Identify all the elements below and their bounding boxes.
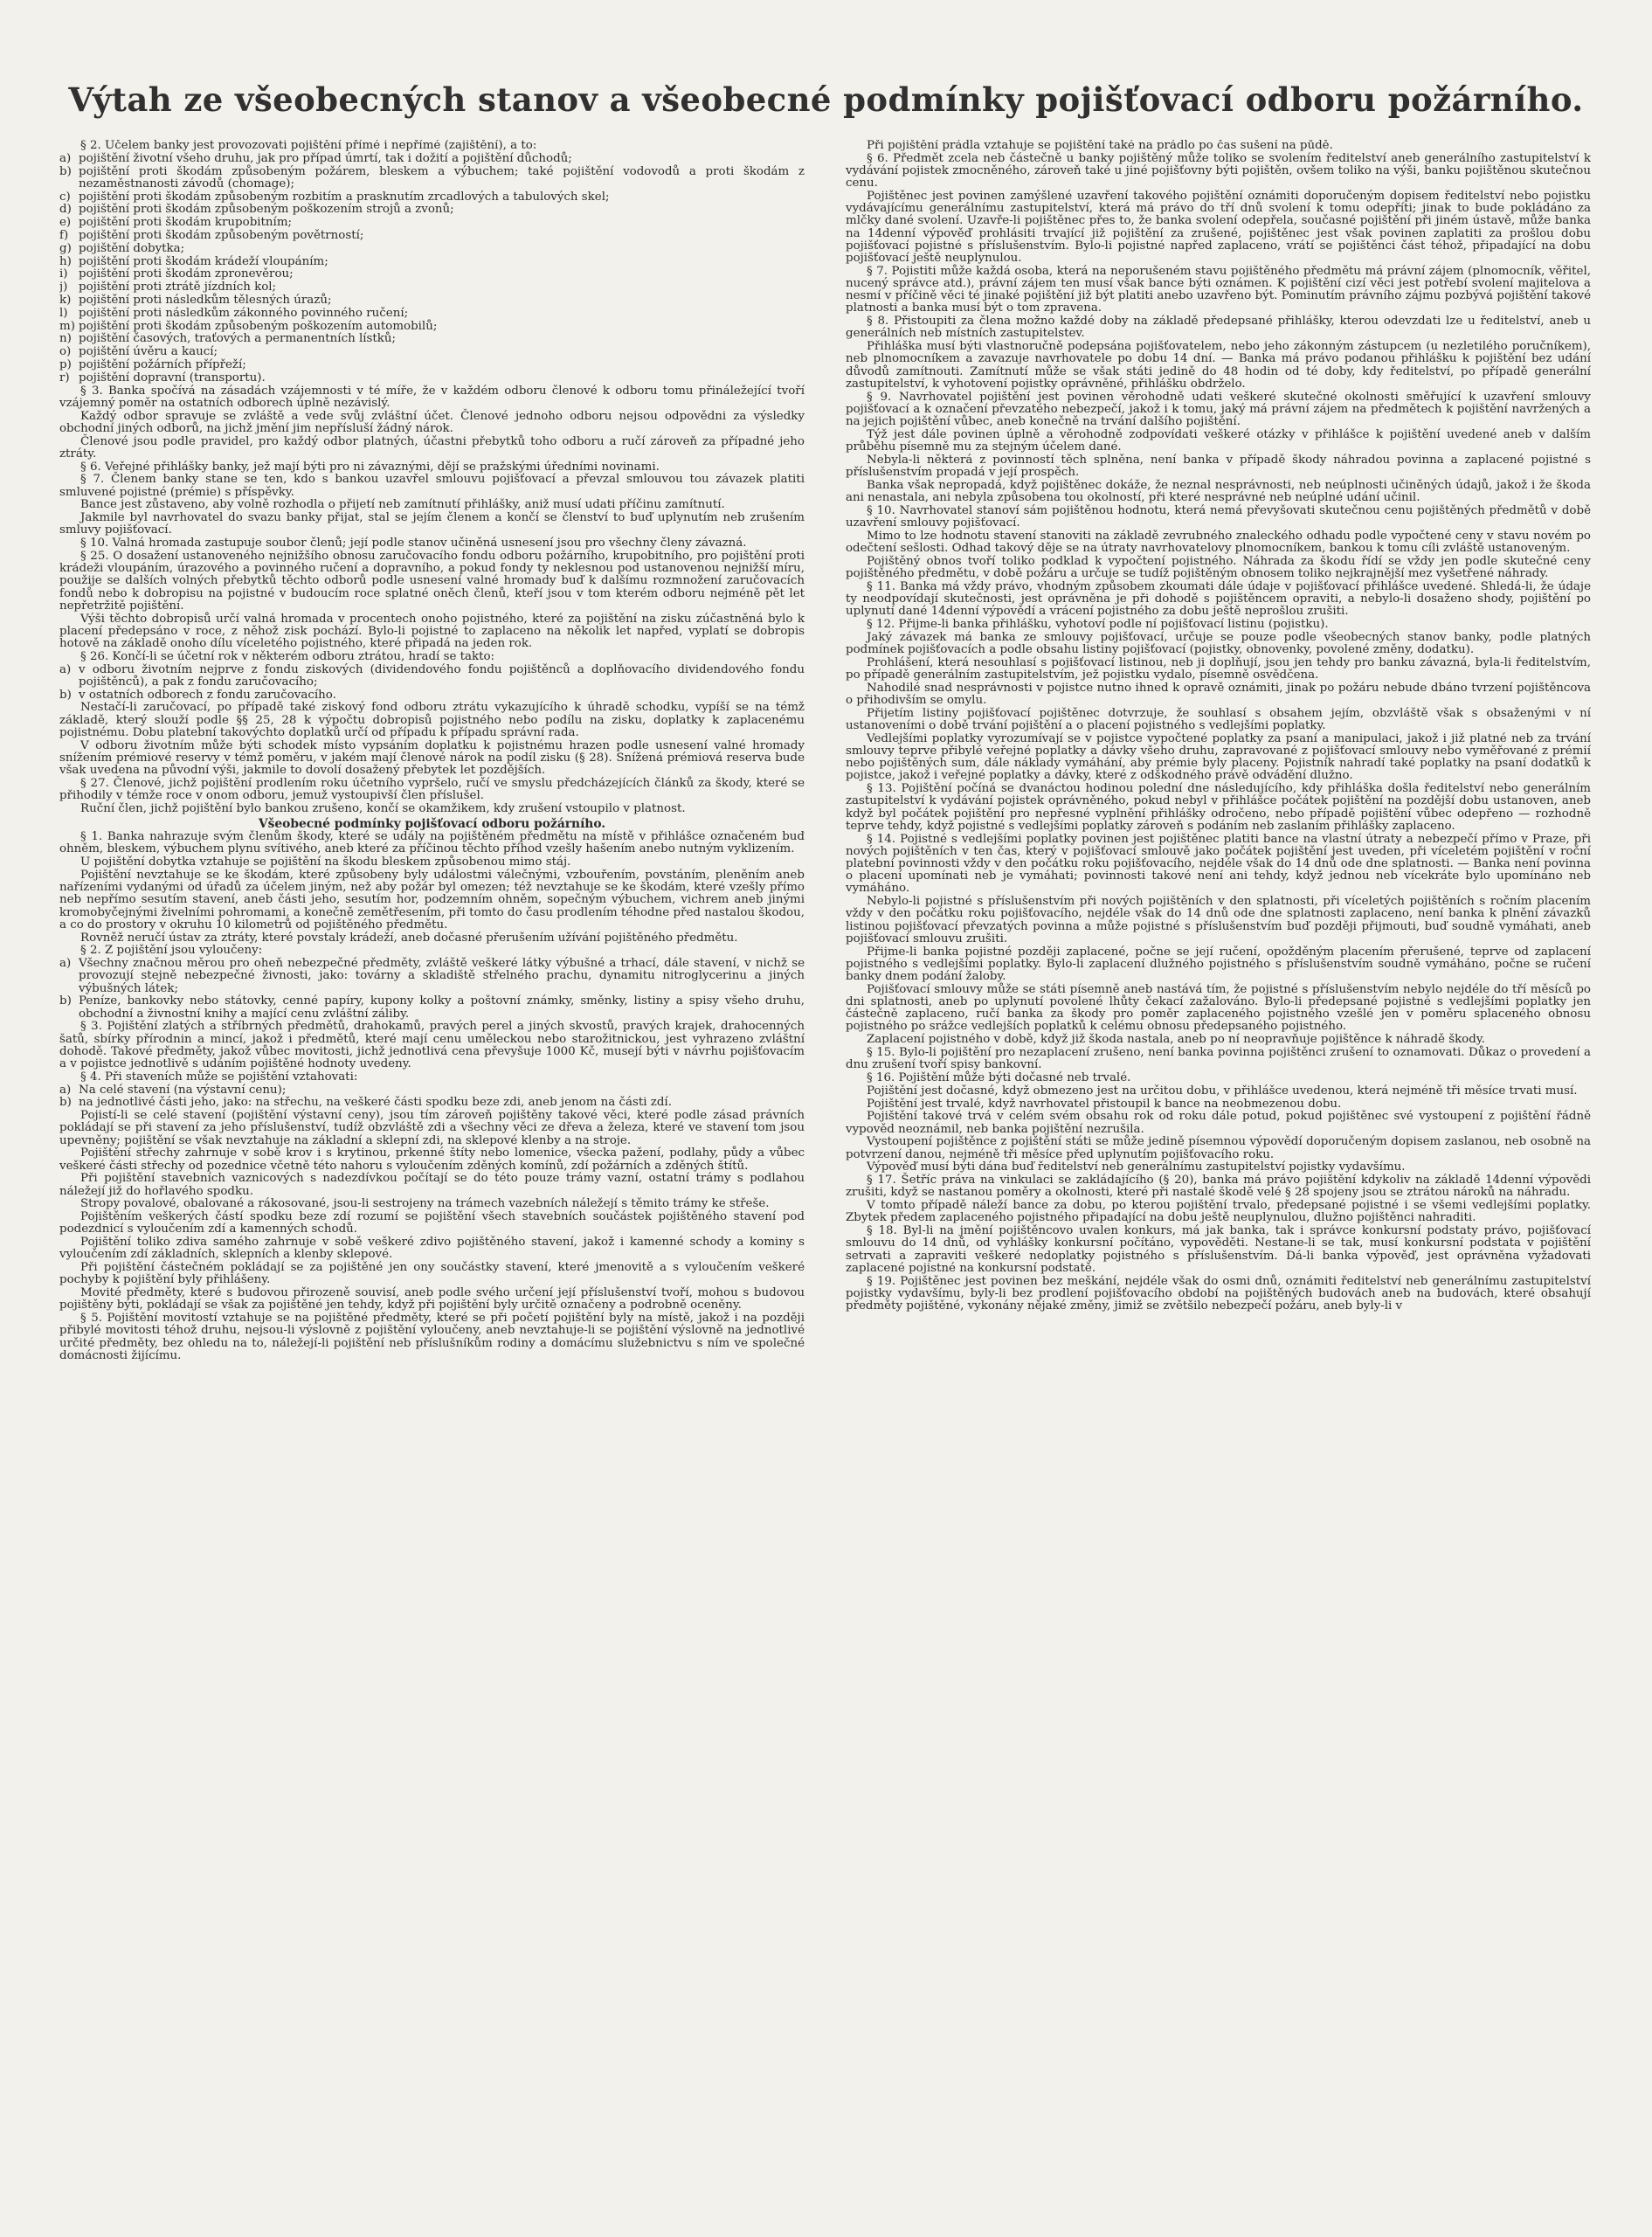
section-heading: Všeobecné podmínky pojišťovací odboru požárního. (258, 816, 606, 831)
right-column (846, 140, 1591, 2215)
list-item (59, 294, 805, 307)
list-item-marker: k) (59, 293, 72, 307)
list-item (59, 268, 805, 280)
paragraph: Při pojištění částečném pokládají se za pojištěné jen ony součástky stavení, které jmenovitě a s vyloučením veškeré pochyby k pojištění byly přihlášeny. (59, 1261, 805, 1287)
paragraph: § 1. Banka nahrazuje svým členům škody, které se udály na pojištěném předmětu na místě v přihlášce označeném buď ohněm, bleskem, výbuchem plynu svítivého, aneb které za příčinou těchto příhod vzešly hašením anebo nutným vyklizením. (59, 830, 805, 856)
paragraph: Vystoupení pojištěnce z pojištění státi se může jedině písemnou výpovědí doporučeným dopisem zaslanou, neb osobně na potvrzení danou, nejméně tři měsíce před uplynutím pojišťovacího roku. (846, 1135, 1591, 1161)
list-item (59, 321, 805, 333)
list-item-marker: n) (59, 332, 72, 346)
paragraph: Bance jest zůstaveno, aby volně rozhodla o přijetí neb zamítnutí přihlášky, aniž musí udati příčinu zamítnutí. (80, 498, 725, 512)
paragraph: Každý odbor spravuje se zvláště a vede svůj zvláštní účet. Členové jednoho odboru nejsou odpovědni za výsledky obchodní jiných odborů, na jichž jmění jim nepřísluší žádný nárok. (59, 409, 805, 435)
list-item-text: pojištění proti škodám způsobeným rozbitím a prasknutím zrcadlových a tabulových skel; (79, 190, 610, 204)
list-item (59, 243, 805, 255)
list-item-text: Peníze, bankovky nebo státovky, cenné papíry, kupony kolky a poštovní známky, směnky, listiny a spisy všeho druhu, obchodní a živnostní knihy a mající cenu zvláštní záliby. (79, 994, 805, 1021)
paragraph: U pojištění dobytka vztahuje se pojištění na škodu bleskem způsobenou mimo stáj. (80, 855, 571, 869)
paragraph: Pojištěnec jest povinen zamýšlené uzavření takového pojištění oznámiti doporučeným dopisem ředitelství nebo pojistku vydávajícímu generálnímu zastupitelství, která má právo do tří dnů svolení k tomu odepříti; jinak to bude pokládáno za mlčky dané svolení. Uzavře-li pojištěnec přes to, že banka svolení odepřela, současné pojištění při jiném ústavě, může banka na 14denní výpověď prohlásiti trvající již pojištění za zrušené, pojištěnec jest však povinen zaplatiti za prošlou dobu pojišťovací pojistné s příslušenstvím. Bylo-li pojistné napřed zaplaceno, vrátí se pojištěnci část téhož, připadající na dobu pojišťovací ještě neuplynulou. (846, 190, 1591, 266)
list-item (59, 256, 805, 268)
paragraph: § 10. Navrhovatel stanoví sám pojištěnou hodnotu, která nemá převyšovati skutečnou cenu pojištěných předmětů v době uzavření smlouvy pojišťovací. (846, 503, 1591, 530)
list-item (59, 346, 805, 358)
list-item-text: pojištění proti škodám krupobitním; (79, 216, 293, 230)
paragraph: Pojištění jest dočasné, když obmezeno jest na určitou dobu, v přihlášce uvedenou, která nejméně tři měsíce trvati musí. (867, 1084, 1578, 1098)
paragraph: Stropy povalové, obalované a rákosované, jsou-li sestrojeny na trámech vazebních náležejí s těmito trámy ke střeše. (80, 1197, 770, 1211)
list-item-text: pojištění úvěru a kaucí; (79, 345, 218, 359)
paragraph: Pojišťovací smlouvy může se státi písemně aneb nastává tím, že pojistné s příslušenstvím nebylo nejdéle do tří měsíců po dni splatnosti, aneb po uplynutí povolené lhůty čekací zažalováno. Bylo-li předepsané pojistné s vedlejšími poplatky jen částečně zaplaceno, ručí banka za škody pro poměr zaplaceného pojistného vzešlé jen v poměru splaceného obnosu pojistného po srážce vedlejších poplatků k celému obnosu předepsaného pojistného. (846, 982, 1591, 1034)
paragraph: Pojištění jest trvalé, když navrhovatel přistoupil k bance na neobmezenou dobu. (867, 1097, 1342, 1111)
paragraph: Ruční člen, jichž pojištění bylo bankou zrušeno, končí se okamžikem, kdy zrušení vstoupilo v platnost. (80, 801, 686, 815)
list-item (59, 204, 805, 216)
list-item-marker: d) (59, 203, 72, 217)
list-item-text: pojištění dopravní (transportu). (79, 371, 266, 384)
paragraph: Jakmile byl navrhovatel do svazu banky přijat, stal se jejím členem a končí se členství to buď uplynutím neb zrušením smluvy pojišťovací. (59, 511, 805, 537)
paragraph: § 10. Valná hromada zastupuje soubor členů; její podle stanov učiněná usnesení jsou pro všechny členy závazná. (80, 537, 747, 551)
document-title: Výtah ze všeobecných stanov a všeobecné podmínky pojišťovací odboru požárního. (68, 80, 1584, 119)
paragraph: § 26. Končí-li se účetní rok v některém odboru ztrátou, hradí se takto: (80, 649, 495, 663)
paragraph: § 5. Pojištění movitostí vztahuje se na pojištěné předměty, které se při početí pojištění byly na místě, jakož i na později přibylé movitosti téhož druhu, nejsou-li výslovně z pojištění vyloučeny, aneb nevztahuje-li se pojištění výslovně na jednotlivé určité předměty, bez ohledu na to, náležejí-li pojištění neb příslušníkům rodiny a domácímu služebnictvu s ním ve společné domácnosti žijícímu. (59, 1312, 805, 1362)
paragraph: Přijetím listiny pojišťovací pojištěnec dotvrzuje, že souhlasí s obsahem jejím, obzvláště však s obsaženými v ní ustanoveními o době trvání pojištění a o placení pojistného s vedlejšími poplatky. (846, 706, 1591, 733)
list-item-marker: b) (59, 164, 72, 178)
paragraph: § 14. Pojistné s vedlejšími poplatky povinen jest pojištěnec platiti bance na vlastní útraty a nebezpečí přímo v Praze, při nových pojištěních v ten čas, který v pojišťovací smlouvě jako počátek pojištění jest uveden, při víceletém pojištění v roční platební povinnosti vždy v den počátku roku pojišťovacího, nejdéle však do 14 dnů ode dne splatnosti. — Banka není povinna o placení upomínati neb je vymáhati; povinnosti takové není ani tehdy, když jednou neb vícekráte bylo upomínáno neb vymáháno. (846, 832, 1591, 896)
list-item-marker: a) (59, 1083, 72, 1097)
paragraph: Prohlášení, která nesouhlasí s pojišťovací listinou, neb ji doplňují, jsou jen tehdy pro banku závazná, byla-li ředitelstvím, po případě generálním zastupitelstvím, jež pojistku vydalo, písemně osvědčena. (846, 655, 1591, 682)
paragraph: Přihláška musí býti vlastnoručně podepsána pojišťovatelem, nebo jeho zákonným zástupcem (u nezletilého poručníkem), neb plnomocníkem a zavazuje navrhovatele po dobu 14 dní. — Banka má právo podanou přihlášku k pojištění bez udání důvodů zamítnouti. Zamítnutí může se však státi jedině do 48 hodin od té doby, kdy ředitelství, po případě generální zastupitelství, k vyhotovení pojistky oprávněné, přihlášku obdrželo. (846, 340, 1591, 391)
list-item-marker: b) (59, 994, 72, 1008)
list-item (59, 958, 805, 995)
list-item-text: v odboru životním nejprve z fondu ziskových (dividendového fondu pojištěnců a doplňovacího dividendového fondu pojištěnců), a pak z fondu zaručovacího; (79, 662, 805, 689)
paragraph: Pojištění nevztahuje se ke škodám, které způsobeny byly událostmi válečnými, vzbouřením, povstáním, pleněním aneb nařízeními vydanými od úřadů za účelem jiným, než aby požár byl omezen; též nevztahuje se ke škodám, které vzešly přímo neb nepřímo sesutím stavení, aneb části jeho, sesutím hor, podzemním ohněm, sopečným výbuchem, vichrem aneb jinými kromobyčejnými živelními pohromami, a konečně zemětřesením, při tomto do času prodlením téhodne před nastalou škodou, a co do prostory v okruhu 10 kilometrů od pojištěného předmětu. (59, 868, 805, 932)
list-item-text: Všechny značnou měrou pro oheň nebezpečné předměty, zvláště veškeré látky výbušné a trhací, dále stavení, v nichž se provozují stejně nebezpečné živnosti, jako: továrny a skladiště střelného prachu, dynamitu nitroglycerinu a jiných výbušných látek; (79, 957, 805, 995)
list-item (59, 230, 805, 242)
left-column (59, 140, 805, 2215)
paragraph: Nestačí-li zaručovací, po případě také ziskový fond odboru ztrátu vykazujícího k úhradě schodku, vypíší se na témž základě, který slouží podle §§ 25, 28 k výpočtu dobropisů pojistného nebo podílu na zisku, doplatky k zaplacenému pojistnému. Dobu platební takovýchto doplatků určí od případu k případu správní rada. (59, 701, 805, 739)
list-item-marker: c) (59, 190, 71, 204)
list-item-marker: a) (59, 662, 72, 676)
list-item (59, 689, 805, 702)
paragraph: Členové jsou podle pravidel, pro každý odbor platných, účastni přebytků toho odboru a ručí zároveň za případné jeho ztráty. (59, 434, 805, 461)
list-item-marker: m) (59, 319, 75, 333)
list-item-text: pojištění proti škodám zpronevěrou; (79, 267, 294, 281)
list-item (59, 281, 805, 294)
paragraph: § 13. Pojištění počíná se dvanáctou hodinou polední dne následujícího, kdy přihláška došla ředitelství nebo generálním zastupitelství k vydávání pojistek oprávněného, pokud nebyl v přihlášce počátek pojištění na pozdější dobu ustanoven, aneb když byl počátek pojištění pro nepřesné vyplnění přihlášky odročeno, nebo případě pojištění vůbec odepřeno — rozhodně teprve tehdy, když pojistné s vedlejšími poplatky zároveň s podáním neb zaslaním přihlášky zaplaceno. (846, 782, 1591, 833)
paragraph: Pojištění toliko zdiva samého zahrnuje v sobě veškeré zdivo pojištěného stavení, jakož i kamenné schody a kominy s vyloučením zdí základních, sklepních a klenby sklepové. (59, 1236, 805, 1262)
paragraph: § 8. Přistoupiti za člena možno každé doby na základě předepsané přihlášky, kterou odevzdati lze u ředitelství, aneb u generálních neb místních zastupitelstev. (846, 315, 1591, 341)
list-item (59, 217, 805, 229)
list-item (59, 359, 805, 371)
list-item-text: pojištění časových, traťových a permanentních lístků; (79, 332, 397, 346)
list-item-marker: j) (59, 280, 68, 294)
paragraph: § 9. Navrhovatel pojištění jest povinen věrohodně udati veškeré skutečné okolnosti směřující k uzavření smlouvy pojišťovací a k označení převzatého nebezpečí, jakož i k tomu, jaký má právní zájem na předmětech k pojištění navržených a na jejich pojištění vůbec, aneb konečně na trvání dalšího pojištění. (846, 390, 1591, 429)
list-item-marker: f) (59, 228, 69, 242)
paragraph: § 18. Byl-li na jmění pojištěncovo uvalen konkurs, má jak banka, tak i správce konkursní podstaty právo, pojišťovací smlouvu do 14 dnů, od vyhlášky konkursní počítáno, vypověděti. Nestane-li se tak, musí konkursní podstata v pojištění setrvati a zapraviti veškeré nedoplatky pojistného s příslušenstvím. Dá-li banka výpověď, jest oprávněna vyžadovati zaplacené pojistné na konkursní podstatě. (846, 1224, 1591, 1275)
list-item-marker: a) (59, 957, 72, 971)
list-item-marker: g) (59, 241, 72, 255)
list-item-text: pojištění proti škodám způsobeným poškozením strojů a zvonů; (79, 203, 454, 217)
list-item-marker: a) (59, 151, 72, 165)
paragraph: § 3. Banka spočívá na zásadách vzájemnosti v té míře, že v každém odboru členové k odboru tomu přináležející tvoří vzájemný poměr na ostatních odborech úplně nezávislý. (59, 384, 805, 410)
list-item (59, 995, 805, 1020)
list-item (59, 153, 805, 165)
paragraph: Pojištění takové trvá v celém svém obsahu rok od roku dále potud, pokud pojištěnec své vystoupení z pojištění řádně vypověd neoznámil, neb banka pojištění nezrušila. (846, 1110, 1591, 1136)
paragraph: § 6. Veřejné přihlášky banky, jež mají býti pro ni závaznými, dějí se pražskými úředními novinami. (80, 460, 660, 474)
paragraph: Při pojištění prádla vztahuje se pojištění také na prádlo po čas sušení na půdě. (867, 140, 1333, 152)
list-item-text: pojištění proti škodám krádeží vloupáním; (79, 254, 328, 268)
paragraph: Pojištění střechy zahrnuje v sobě krov i s krytinou, prkenné štíty nebo lomenice, všecka pažení, podlahy, půdy a vůbec veškeré části střechy od pozednice včetně této nahoru s vyloučením zděných komínů, zdí požárních a zděných štítů. (59, 1146, 805, 1173)
list-item-text: pojištění proti následkům zákonného povinného ručení; (79, 306, 409, 320)
paragraph: § 27. Členové, jichž pojištění prodlením roku účetního vypršelo, ručí ve smyslu předcházejících článků za škody, které se přihodily v témže roce v onom odboru, jemuž vystoupivší člen příslušel. (59, 776, 805, 802)
paragraph: Banka však nepropadá, když pojištěnec dokáže, že neznal nesprávnosti, neb neúplnosti učiněných údajů, jakož i že škoda ani nenastala, ani nebyla způsobena tou okolností, při které nesprávné neb neúplné udání učinil. (846, 478, 1591, 505)
list-item-text: pojištění dobytka; (79, 241, 185, 255)
paragraph: § 16. Pojištění může býti dočasné neb trvalé. (867, 1071, 1131, 1085)
list-item-text: Na celé stavení (na výstavní cenu); (79, 1083, 287, 1097)
list-item-marker: e) (59, 216, 72, 230)
paragraph: § 3. Pojištění zlatých a stříbrných předmětů, drahokamů, pravých perel a jiných skvostů, pravých krajek, drahocenných šatů, sbírky přírodnin a mincí, jakož i předmětů, které mají cenu uměleckou nebo starožitnickou, jest vyhrazeno zvláštní dohodě. Takové předměty, jakož vůbec movitosti, jichž jednotlivá cena převyšuje 1000 Kč, musejí býti v návrhu pojišťovacím a v pojistce jednotlivě s udáním pojištěné hodnoty uvedeny. (59, 1020, 805, 1070)
paragraph: Vedlejšími poplatky vyrozumívají se v pojistce vypočtené poplatky za psaní a manipulaci, jakož i již platné neb za trvání smlouvy teprve přibylé veřejné poplatky a dávky všeho druhu, zapravované z pojišťovací smlouvy nebo vyměřované z prémií nebo pojištěných sum, dále náklady vymáhání, aby prémie byly placeny. Pojistník nahradí také poplatky na psaní dodatků k pojistce, jakož i veřejné poplatky a dávky, které z odškodného právě odvádění dlužno. (846, 731, 1591, 783)
list-item-text: pojištění životní všeho druhu, jak pro případ úmrtí, tak i dožití a pojištění důchodů; (79, 151, 572, 165)
paragraph: Nebylo-li pojistné s příslušenstvím při nových pojištěních v den splatnosti, při víceletých pojištěních s ročním placením vždy v den počátku roku pojišťovacího, nejdéle však do 14 dnů ode dne splatnosti zaplaceno, není banka k plnění závazků listinou pojišťovací převzatých povinna a může pojistné s příslušenstvím buď později přijmouti, buď soudně vymáhati, aneb pojišťovací smlouvu zrušiti. (846, 895, 1591, 945)
list-item-marker: b) (59, 1096, 72, 1110)
paragraph: Mimo to lze hodnotu stavení stanoviti na základě zevrubného znaleckého odhadu podle vypočtené ceny v stavu novém po odečtení sešlosti. Odhad takový děje se na útraty navrhovatelovy plnomocníkem, bankou k tomu cíli zvláště ustanoveným. (846, 529, 1591, 556)
list-item-text: na jednotlivé části jeho, jako: na střechu, na veškeré části spodku beze zdi, aneb jenom na části zdí. (79, 1096, 672, 1110)
paragraph: Rovněž neručí ústav za ztráty, které povstaly krádeží, aneb dočasné přerušením užívání pojištěného předmětu. (80, 931, 738, 945)
list-item-marker: r) (59, 371, 70, 384)
list-item-marker: b) (59, 688, 72, 702)
paragraph: Výpověď musí býti dána buď ředitelství neb generálnímu zastupitelství pojistky vydavšímu. (867, 1160, 1406, 1174)
list-item (59, 333, 805, 345)
list-item (59, 308, 805, 320)
paragraph: Pojištěním veškerých částí spodku beze zdí rozumí se pojištění všech stavebních součástek pojištěného stavení pod podezdnicí s vyloučením zdí a kamenných schodů. (59, 1210, 805, 1236)
paragraph: Movité předměty, které s budovou přirozeně souvisí, aneb podle svého určení její příslušenství tvoří, mohou s budovou pojištěny býti, pokládají se však za pojištěné jen tehdy, když při pojištění byly určitě označeny a podrobně oceněny. (59, 1286, 805, 1312)
list-item-text: pojištění proti ztrátě jízdních kol; (79, 280, 277, 294)
list-item-text: pojištění proti škodám způsobeným požárem, bleskem a výbuchem; také pojištění vodovodů a proti škodám z nezaměstnanosti závodů (chomage); (79, 164, 805, 190)
list-item-marker: h) (59, 254, 72, 268)
list-item-marker: i) (59, 267, 68, 281)
paragraph: § 2. Účelem banky jest provozovati pojištění přímé i nepřímé (zajištění), a to: (80, 140, 537, 152)
paragraph: § 7. Členem banky stane se ten, kdo s bankou uzavřel smlouvu pojišťovací a převzal smlouvou tou závazek platiti smluvené pojistné (prémie) s příspěvky. (59, 473, 805, 499)
list-item-marker: l) (59, 306, 68, 320)
list-item-marker: o) (59, 345, 72, 359)
paragraph: § 12. Přijme-li banka přihlášku, vyhotoví podle ní pojišťovací listinu (pojistku). (867, 618, 1329, 632)
list-item-text: pojištění požárních přípřeží; (79, 357, 246, 371)
list-item (59, 664, 805, 689)
paragraph: Přijme-li banka pojistné později zaplacené, počne se její ručení, opožděným placením přerušené, teprve od zaplacení pojistného s vedlejšími poplatky. Bylo-li zaplacení dlužného pojistného s příslušenstvím soudně vymáháno, počne se ručení banky dnem podání žaloby. (846, 945, 1591, 984)
paragraph: Nebyla-li některá z povinností těch splněna, není banka v případě škody náhradou povinna a zaplacené pojistné s příslušenstvím propadá v její prospěch. (846, 453, 1591, 480)
paragraph: Zaplacení pojistného v době, když již škoda nastala, aneb po ní neopravňuje pojištěnce k náhradě škody. (867, 1033, 1485, 1047)
list-item (59, 1097, 805, 1109)
paragraph: V tomto případě náleží bance za dobu, po kterou pojištění trvalo, předepsané pojistné i se všemi vedlejšími poplatky. Zbytek předem zaplaceného pojistného připadající na dobu ještě neuplynulou, dlužno pojištěnci nahraditi. (846, 1199, 1591, 1225)
paragraph: Pojištěný obnos tvoří toliko podklad k vypočtení pojistného. Náhrada za škodu řídí se vždy jen podle skutečné ceny pojištěného předmětu, v době požáru a určuje se tudíž pojištěným obnosem toliko nejkrajnější mez vyšetřené náhrady. (846, 554, 1591, 581)
list-item-text: pojištění proti následkům tělesných úrazů; (79, 293, 332, 307)
paragraph: § 7. Pojistiti může každá osoba, která na neporušeném stavu pojištěného předmětu má právní zájem (plnomocník, věřitel, nucený správce atd.), právní zájem ten musí však bance býti oznámen. K pojištění cizí věci jest potřebí svolení majitelova a nesmí v příčině věci té jinaké pojištění již být platiti anebo uzavřeno být. Pominutím právního zájmu pozbývá pojištění takové platnosti a banka musí být o tom zpravena. (846, 264, 1591, 315)
paragraph: Výši těchto dobropisů určí valná hromada v procentech onoho pojistného, které za pojištění na zisku zúčastněná bylo k placení předepsáno v roce, z něhož zisk pochází. Bylo-li pojistné to zaplaceno na několik let napřed, vyplatí se dobropis hotově na základě onoho dílu víceletého pojistného, které připadá na jeden rok. (59, 612, 805, 650)
paragraph: § 19. Pojištěnec jest povinen bez meškání, nejdéle však do osmi dnů, oznámiti ředitelství neb generálnímu zastupitelství pojistky vydavšímu, byly-li bez prodlení pojišťovacího období na pojištěných budovách aneb na budovách, které obsahují předměty pojištěné, vykonány nějaké změny, jimiž se zvětšilo nebezpečí požáru, aneb byly-li v (846, 1274, 1591, 1313)
list-item (59, 1084, 805, 1097)
list-item-marker: p) (59, 357, 72, 371)
paragraph: Jaký závazek má banka ze smlouvy pojišťovací, určuje se pouze podle všeobecných stanov banky, podle platných podmínek pojišťovacích a podle obsahu listiny pojišťovací (pojistky, obnovenky, povolené změny, dodatku). (846, 630, 1591, 657)
paragraph: § 4. Při staveních může se pojištění vztahovati: (80, 1070, 358, 1084)
paragraph: Nahodilé snad nesprávnosti v pojistce nutno ihned k opravě oznámiti, jinak po požáru nebude dbáno tvrzení pojištěncova o přihodivším se omylu. (846, 681, 1591, 708)
list-item-text: pojištění proti škodám způsobeným povětrností; (79, 228, 364, 242)
list-item (59, 191, 805, 204)
list-item-text: pojištění proti škodám způsobeným poškozením automobilů; (79, 319, 438, 333)
paragraph: Týž jest dále povinen úplně a věrohodně zodpovídati veškeré otázky v přihlášce k pojištění uvedené aneb v dalším průběhu písemně mu za stejným účelem dané. (846, 427, 1591, 454)
paragraph: § 6. Předmět zcela neb částečně u banky pojištěný může toliko se svolením ředitelství aneb generálního zastupitelství k vydávání pojistek zmocněného, zároveň také u jiné pojišťovny býti pojištěn, ovšem toliko na výši, banku pojištěnou skutečnou cenu. (846, 151, 1591, 190)
paragraph: § 25. O dosažení ustanoveného nejnižšího obnosu zaručovacího fondu odboru požárního, krupobitního, pro pojištění proti krádeži vloupáním, úrazového a povinného ručení a dopravního, a pokud fondy ty neklesnou pod ustanovenou nejnižší míru, použije se dalších volných přebytků těchto odborů podle usnesení valné hromady buď k dalšímu rozmnožení zaručovacích fondů nebo k dobropisu na pojistné v budoucím roce splatné oněch členů, kteří jsou v tom kterém odboru nejméně pět let nepřetržitě pojištění. (59, 549, 805, 613)
list-item-text: v ostatních odborech z fondu zaručovacího. (79, 688, 336, 702)
paragraph: § 2. Z pojištění jsou vyloučeny: (80, 944, 263, 958)
list-item (59, 166, 805, 190)
paragraph: § 15. Bylo-li pojištění pro nezaplacení zrušeno, není banka povinna pojištěnci zrušení to oznamovati. Důkaz o provedení a dnu zrušení tvoří spisy bankovní. (846, 1046, 1591, 1072)
paragraph: V odboru životním může býti schodek místo vypsáním doplatku k pojistnému hrazen podle usnesení valné hromady snížením prémiové reservy v témž poměru, v jakém mají členové nárok na podíl zisku (§ 28). Snížená prémiová reserva bude však uvedena na původní výši, jakmile to dovolí dosažený přebytek let pozdějších. (59, 738, 805, 777)
paragraph: Při pojištění stavebních vaznicových s nadezdívkou počítají se do této pouze trámy vazní, ostatní trámy s podlahou náležejí již do hořlavého spodku. (59, 1172, 805, 1198)
paragraph: § 11. Banka má vždy právo, vhodným způsobem zkoumati dále údaje v pojišťovací přihlášce uvedené. Shledá-li, že údaje ty neodpovídají skutečnosti, jest oprávněna je při dohodě s pojištěncem opraviti, a nebylo-li dosaženo shody, pojištění po uplynutí dané 14denní výpovědí a vrácení pojistného za dobu ještě neprošlou zrušiti. (846, 579, 1591, 619)
paragraph: § 17. Šetříc práva na vinkulaci se zakládajícího (§ 20), banka má právo pojištění kdykoliv na základě 14denní výpovědi zrušiti, když se nastanou poměry a okolnosti, které při nastalé škodě velé § 28 spojeny jsou se ztrátou nároků na náhradu. (846, 1174, 1591, 1200)
paragraph: Pojistí-li se celé stavení (pojištění výstavní ceny), jsou tím zároveň pojištěny takové věci, které podle zásad právních pokládají se při stavení za jeho příslušenství, tudíž obzvláště zdi a všechny věci ze dřeva a železa, které ve stavení tom jsou upevněny; pojištění se však nevztahuje na základní a sklepní zdi, na sklepové klenby a na stroje. (59, 1109, 805, 1147)
list-item (59, 372, 805, 384)
